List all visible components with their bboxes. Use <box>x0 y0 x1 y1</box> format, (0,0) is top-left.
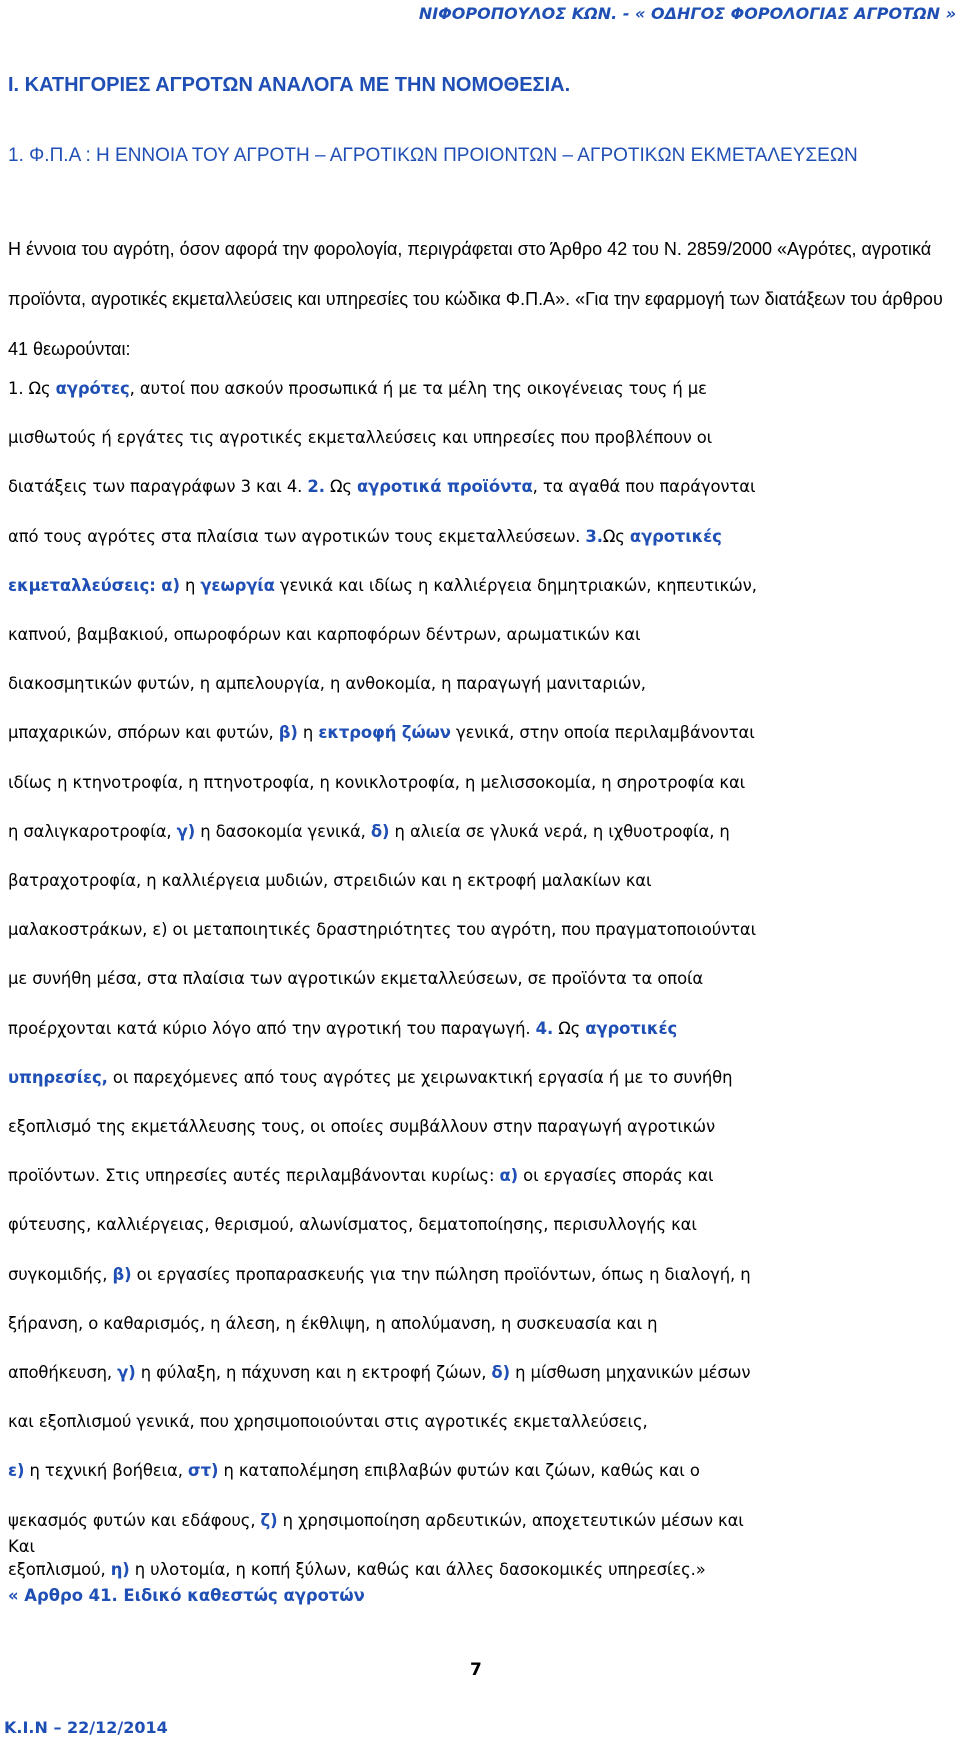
body-line: 1. Ως αγρότες, αυτοί που ασκούν προσωπικά ή με τα μέλη της οικογένειας τους ή με <box>8 379 707 398</box>
closing-word: Και <box>8 1537 36 1556</box>
footer-text: Κ.Ι.Ν – 22/12/2014 <box>4 1718 168 1737</box>
body-line: προϊόντων. Στις υπηρεσίες αυτές περιλαμβάνονται κυρίως: α) οι εργασίες σποράς και <box>8 1166 714 1186</box>
body-line: εξοπλισμό της εκμετάλλευσης τους, οι οποίες συμβάλλουν στην παραγωγή αγροτικών <box>8 1117 716 1137</box>
body-line: ε) η τεχνική βοήθεια, στ) η καταπολέμηση επιβλαβών φυτών και ζώων, καθώς και ο <box>8 1461 700 1481</box>
body-line: με συνήθη μέσα, στα πλαίσια των αγροτικών εκμεταλλεύσεων, σε προϊόντα τα οποία <box>8 969 704 989</box>
body-line: βατραχοτροφία, η καλλιέργεια μυδιών, στρειδιών και η εκτροφή μαλακίων και <box>8 871 652 891</box>
body-line: προέρχονται κατά κύριο λόγο από την αγροτική του παραγωγή. 4. Ως αγροτικές <box>8 1018 678 1038</box>
body-line: αποθήκευση, γ) η φύλαξη, η πάχυνση και η εκτροφή ζώων, δ) η μίσθωση μηχανικών μέσων <box>8 1363 751 1383</box>
section-subtitle: 1. Φ.Π.Α : Η ΕΝΝΟΙΑ ΤΟΥ ΑΓΡΟΤΗ – ΑΓΡΟΤΙΚΩΝ ΠΡΟΙΟΝΤΩΝ – ΑΓΡΟΤΙΚΩΝ ΕΚΜΕΤΑΛΕΥΣΕΩΝ <box>8 145 858 166</box>
body-line: μπαχαρικών, σπόρων και φυτών, β) η εκτροφή ζώων γενικά, στην οποία περιλαμβάνονται <box>8 723 755 743</box>
body-line: ξήρανση, ο καθαρισμός, η άλεση, η έκθλιψη, η απολύμανση, η συσκευασία και η <box>8 1313 658 1333</box>
body-line: ιδίως η κτηνοτροφία, η πτηνοτροφία, η κονικλοτροφία, η μελισσοκομία, η σηροτροφία και <box>8 772 746 792</box>
body-line: εξοπλισμού, η) η υλοτομία, η κοπή ξύλων, καθώς και άλλες δασοκομικές υπηρεσίες.» <box>8 1559 706 1579</box>
section-title: Ι. ΚΑΤΗΓΟΡΙΕΣ ΑΓΡΟΤΩΝ ΑΝΑΛΟΓΑ ΜΕ ΤΗΝ ΝΟΜΟΘΕΣΙΑ. <box>8 74 571 96</box>
page-number: 7 <box>470 1660 482 1680</box>
body-line: φύτευσης, καλλιέργειας, θερισμού, αλωνίσματος, δεματοποίησης, περισυλλογής και <box>8 1215 697 1235</box>
body-line: διακοσμητικών φυτών, η αμπελουργία, η ανθοκομία, η παραγωγή μανιταριών, <box>8 674 646 694</box>
body-line: καπνού, βαμβακιού, οπωροφόρων και καρποφόρων δέντρων, αρωματικών και <box>8 625 641 645</box>
body-line: ψεκασμός φυτών και εδάφους, ζ) η χρησιμοποίηση αρδευτικών, αποχετευτικών μέσων και <box>8 1510 744 1530</box>
body-line: μαλακοστράκων, ε) οι μεταποιητικές δραστηριότητες του αγρότη, που πραγματοποιούνται <box>8 920 757 940</box>
body-line: υπηρεσίες, οι παρεχόμενες από τους αγρότες με χειρωνακτική εργασία ή με το συνήθη <box>8 1067 733 1087</box>
body-line: και εξοπλισμού γενικά, που χρησιμοποιούνται στις αγροτικές εκμεταλλεύσεις, <box>8 1412 648 1432</box>
body-line: μισθωτούς ή εργάτες τις αγροτικές εκμεταλλεύσεις και υπηρεσίες που προβλέπουν οι <box>8 428 713 448</box>
body-line: συγκομιδής, β) οι εργασίες προπαρασκευής για την πώληση προϊόντων, όπως η διαλογή, η <box>8 1264 751 1284</box>
article-body <box>8 364 958 1594</box>
running-header: ΝΙΦΟΡΟΠΟΥΛΟΣ ΚΩΝ. - « ΟΔΗΓΟΣ ΦΟΡΟΛΟΓΙΑΣ ΑΓΡΟΤΩΝ » <box>418 4 956 23</box>
body-line: από τους αγρότες στα πλαίσια των αγροτικών τους εκμεταλλεύσεων. 3.Ως αγροτικές <box>8 526 722 546</box>
article-heading: « Αρθρο 41. Ειδικό καθεστώς αγροτών <box>8 1586 365 1605</box>
body-line: εκμεταλλεύσεις: α) η γεωργία γενικά και ιδίως η καλλιέργεια δημητριακών, κηπευτικών, <box>8 575 757 595</box>
intro-paragraph: Η έννοια του αγρότη, όσον αφορά την φορολογία, περιγράφεται στο Άρθρο 42 του Ν. 2859/2000 «Αγρότες, αγροτικά προϊόντα, αγροτικές εκμεταλλεύσεις και υπηρεσίες του κώδικα Φ.Π.Α». «Για την εφαρμογή των διατάξεων του άρθρου 41 θεωρούνται: <box>8 239 943 359</box>
body-line: διατάξεις των παραγράφων 3 και 4. 2. Ως αγροτικά προϊόντα, τα αγαθά που παράγονται <box>8 477 756 497</box>
body-line: η σαλιγκαροτροφία, γ) η δασοκομία γενικά, δ) η αλιεία σε γλυκά νερά, η ιχθυοτροφία, η <box>8 821 730 841</box>
